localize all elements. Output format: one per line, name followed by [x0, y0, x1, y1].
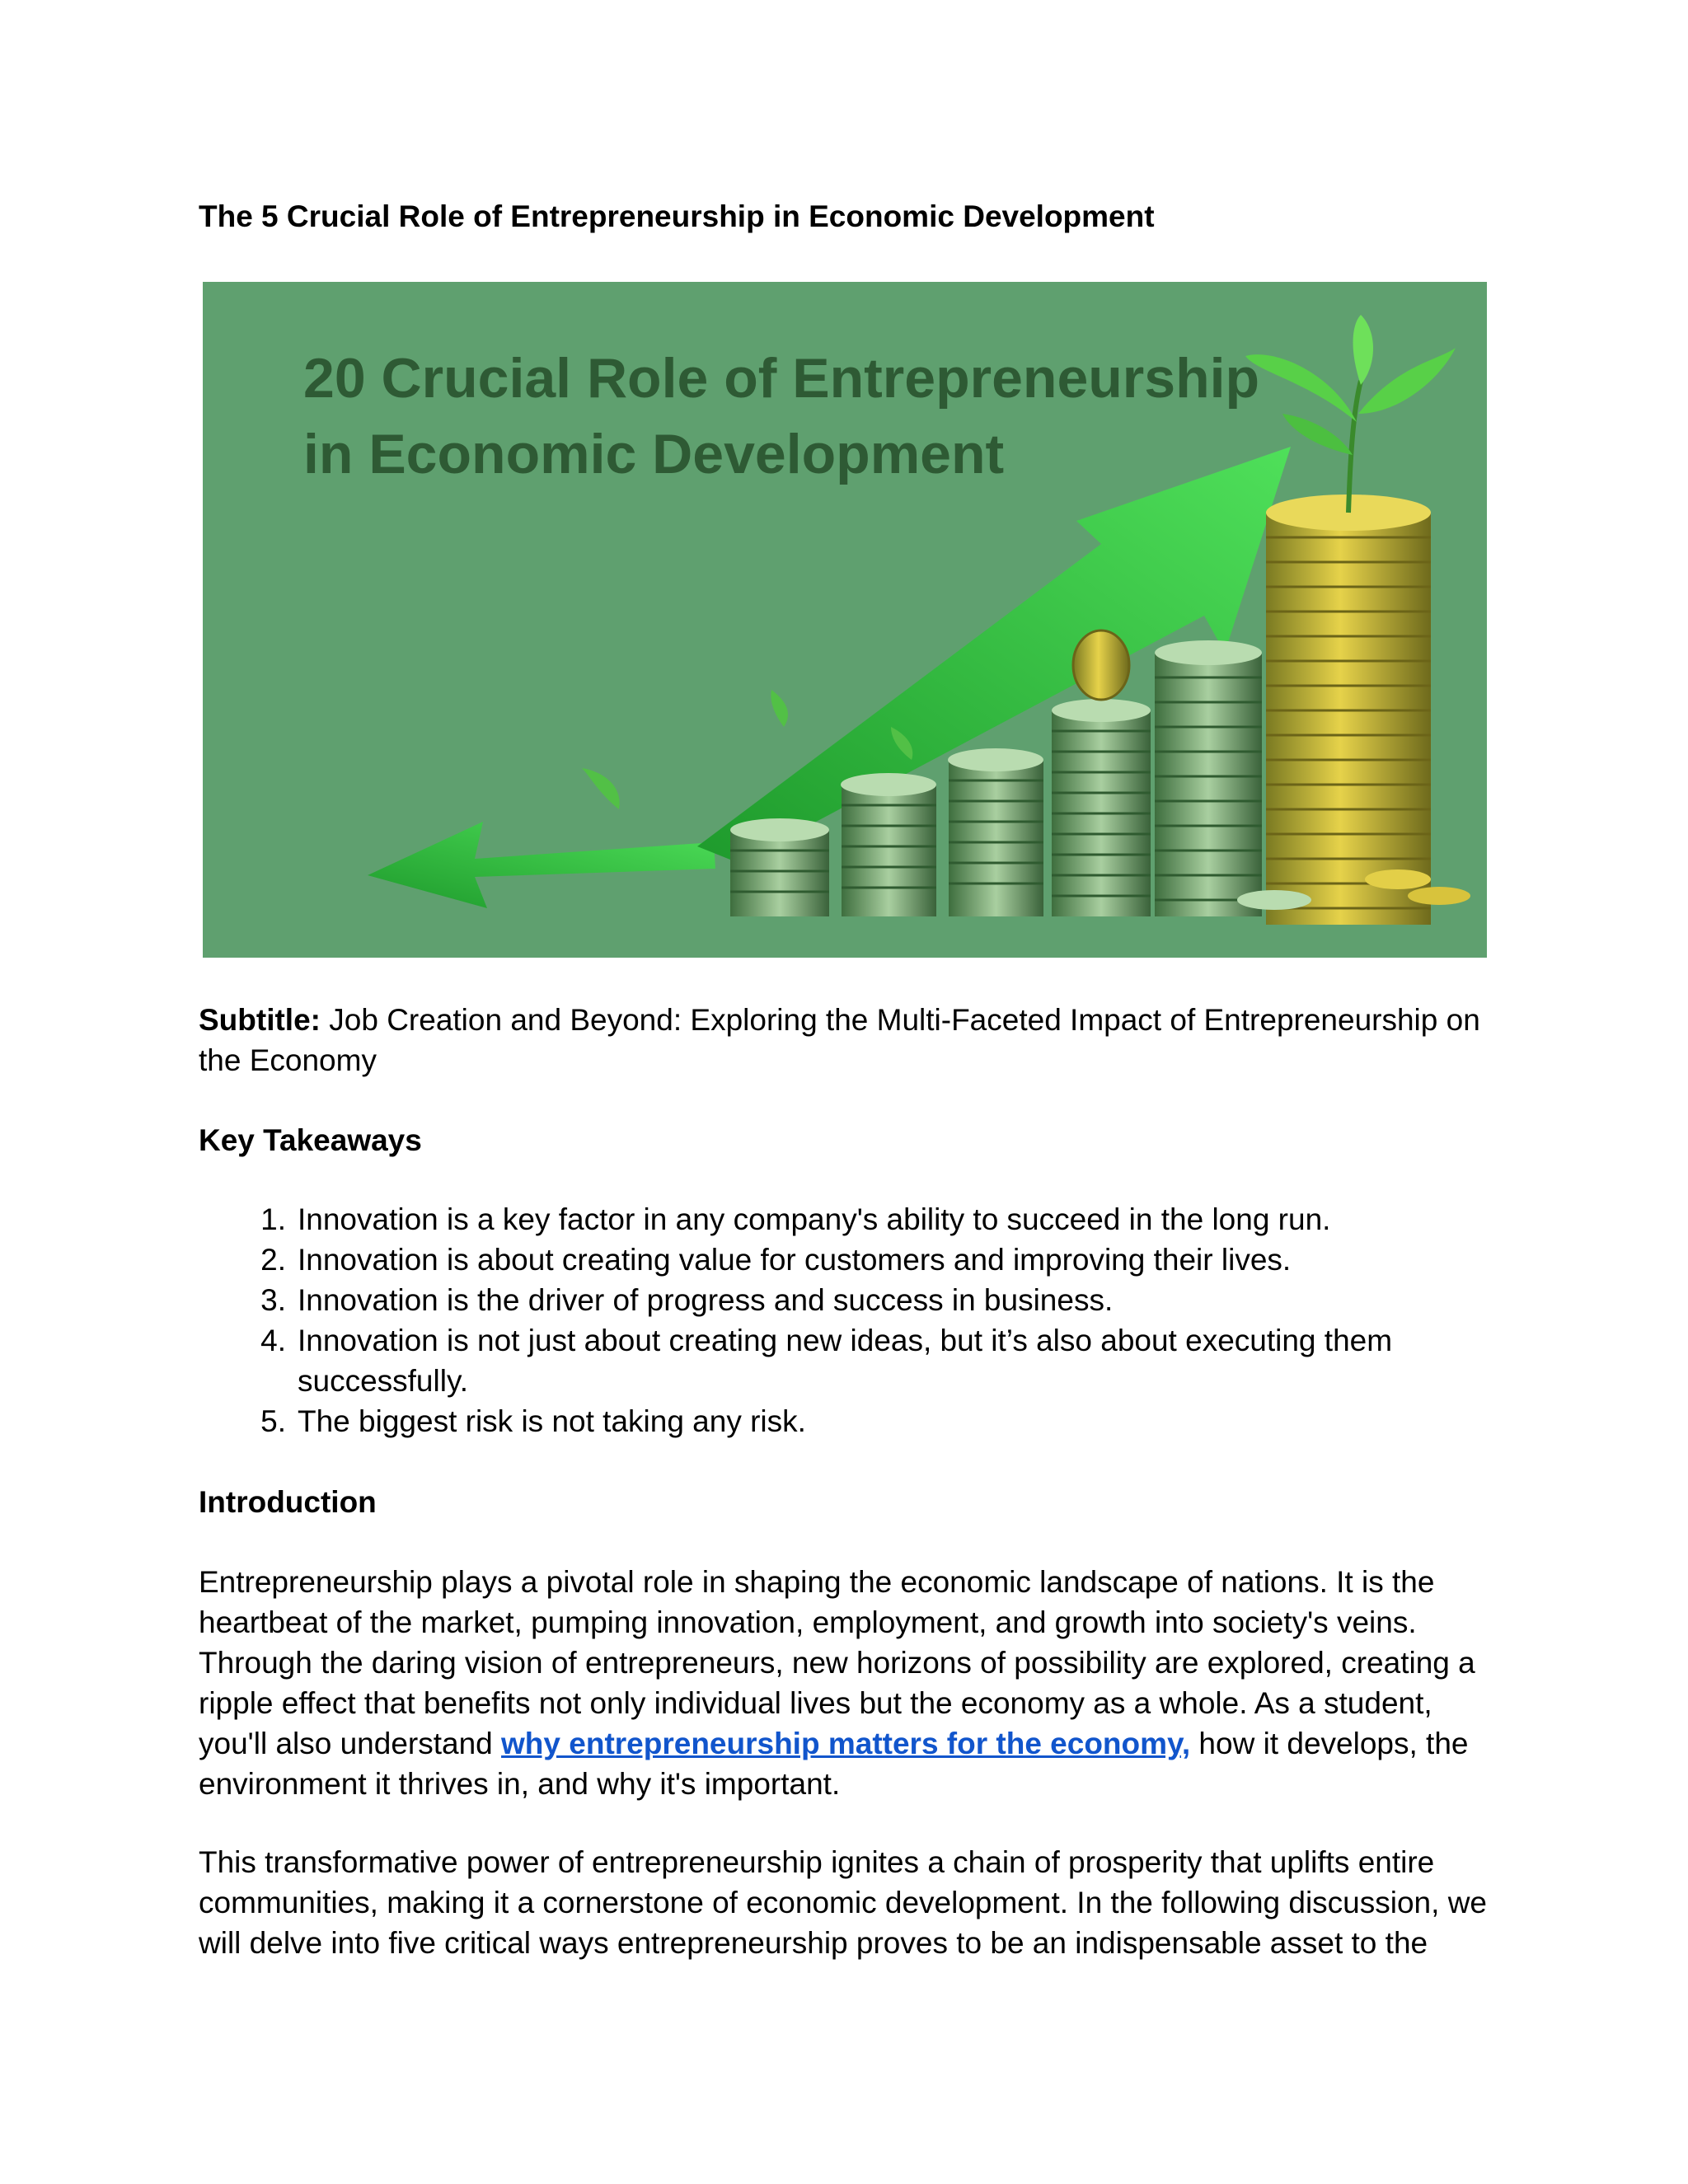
- takeaways-list: [199, 1199, 1493, 1441]
- intro-paragraph-2: This transformative power of entrepreneurship ignites a chain of prosperity that uplifts entire communities, making it a cornerstone of economic development. In the following discussion, we will delve into five critical ways entrepreneurship proves to be an indispensable asset to the: [199, 1845, 1487, 1960]
- subtitle-label: Subtitle:: [199, 1003, 321, 1037]
- banner-heading-line1: 20 Crucial Role of Entrepreneurship: [303, 347, 1260, 410]
- document-title: The 5 Crucial Role of Entrepreneurship in Economic Development: [199, 199, 1155, 233]
- list-item-number: 4.: [260, 1324, 286, 1357]
- list-item: [199, 1280, 1493, 1320]
- economy-article-link[interactable]: why entrepreneurship matters for the economy,: [501, 1727, 1191, 1760]
- list-item: [199, 1401, 1493, 1441]
- list-item: [199, 1320, 1493, 1401]
- subtitle-text: Job Creation and Beyond: Exploring the Multi-Faceted Impact of Entrepreneurship on the Economy: [199, 1003, 1480, 1077]
- banner-heading-line2: in Economic Development: [303, 423, 1005, 485]
- list-item-text: Innovation is a key factor in any company's ability to succeed in the long run.: [298, 1202, 1331, 1236]
- list-item-number: 3.: [260, 1283, 286, 1317]
- intro-paragraph-1: [199, 1562, 1493, 1804]
- list-item-text: Innovation is about creating value for customers and improving their lives.: [298, 1243, 1292, 1277]
- banner-image: [203, 282, 1487, 958]
- list-item: [199, 1240, 1493, 1280]
- intro-text-after-link: how it develops, the environment it thrives in, and why it's important.: [199, 1727, 1469, 1801]
- list-item-text: Innovation is not just about creating new ideas, but it’s also about executing them successfully.: [298, 1324, 1393, 1398]
- list-item-text: Innovation is the driver of progress and success in business.: [298, 1283, 1114, 1317]
- introduction-heading: Introduction: [199, 1485, 377, 1519]
- subtitle-paragraph: [199, 1000, 1493, 1080]
- list-item-number: 2.: [260, 1243, 286, 1277]
- list-item: [199, 1199, 1493, 1240]
- list-item-text: The biggest risk is not taking any risk.: [298, 1404, 806, 1438]
- list-item-number: 5.: [260, 1404, 286, 1438]
- intro-text-before-link: Entrepreneurship plays a pivotal role in shaping the economic landscape of nations. It is the heartbeat of the market, pumping innovation, employment, and growth into society's veins. Through the daring vision of entrepreneurs, new horizons of possibility are explored, creating a ripple effect that benefits not only individual lives but the economy as a whole. As a student, you'll also understand: [199, 1565, 1475, 1760]
- key-takeaways-heading: Key Takeaways: [199, 1123, 422, 1157]
- list-item-number: 1.: [260, 1202, 286, 1236]
